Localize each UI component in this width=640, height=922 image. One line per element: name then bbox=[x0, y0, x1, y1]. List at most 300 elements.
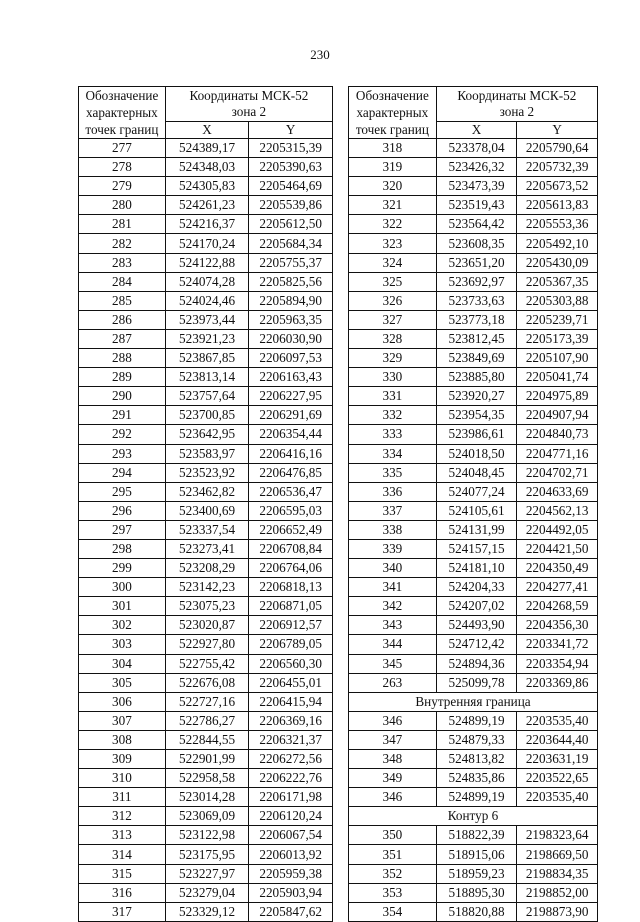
table-row bbox=[349, 597, 598, 616]
table-row bbox=[349, 520, 598, 539]
header-coordinates bbox=[436, 87, 597, 122]
point-number-cell: 339 bbox=[349, 539, 437, 558]
x-coordinate-cell: 523473,39 bbox=[436, 177, 517, 196]
table-row bbox=[79, 654, 333, 673]
y-coordinate-cell: 2205239,71 bbox=[517, 310, 598, 329]
table-row bbox=[349, 559, 598, 578]
point-number-cell: 345 bbox=[349, 654, 437, 673]
x-coordinate-cell: 523700,85 bbox=[165, 406, 249, 425]
point-number-cell: 346 bbox=[349, 788, 437, 807]
x-coordinate-cell: 524389,17 bbox=[165, 139, 249, 158]
point-number-cell: 306 bbox=[79, 692, 166, 711]
point-number-cell: 286 bbox=[79, 310, 166, 329]
table-body-right bbox=[349, 139, 598, 922]
y-coordinate-cell: 2205903,94 bbox=[249, 883, 333, 902]
y-coordinate-cell: 2203631,19 bbox=[517, 750, 598, 769]
point-number-cell: 313 bbox=[79, 826, 166, 845]
point-number-cell: 291 bbox=[79, 406, 166, 425]
table-row bbox=[349, 196, 598, 215]
y-coordinate-cell: 2204350,49 bbox=[517, 559, 598, 578]
table-row bbox=[349, 482, 598, 501]
header-coordinates bbox=[165, 87, 332, 122]
y-coordinate-cell: 2206764,06 bbox=[249, 559, 333, 578]
point-number-cell: 333 bbox=[349, 425, 437, 444]
x-coordinate-cell: 523564,42 bbox=[436, 215, 517, 234]
table-row bbox=[349, 425, 598, 444]
table-row bbox=[79, 883, 333, 902]
x-coordinate-cell: 524835,86 bbox=[436, 769, 517, 788]
table-row bbox=[79, 368, 333, 387]
x-coordinate-cell: 523733,63 bbox=[436, 291, 517, 310]
table-row bbox=[349, 310, 598, 329]
y-coordinate-cell: 2206818,13 bbox=[249, 578, 333, 597]
table-row bbox=[349, 253, 598, 272]
x-coordinate-cell: 524261,23 bbox=[165, 196, 249, 215]
point-number-cell: 317 bbox=[79, 902, 166, 921]
x-coordinate-cell: 523208,29 bbox=[165, 559, 249, 578]
point-number-cell: 278 bbox=[79, 158, 166, 177]
table-row bbox=[349, 635, 598, 654]
point-number-cell: 353 bbox=[349, 883, 437, 902]
x-coordinate-cell: 523400,69 bbox=[165, 501, 249, 520]
point-number-cell: 338 bbox=[349, 520, 437, 539]
y-coordinate-cell: 2204907,94 bbox=[517, 406, 598, 425]
y-coordinate-cell: 2206354,44 bbox=[249, 425, 333, 444]
header-y: Y bbox=[517, 121, 598, 138]
y-coordinate-cell: 2204840,73 bbox=[517, 425, 598, 444]
point-number-cell: 305 bbox=[79, 673, 166, 692]
table-row bbox=[349, 883, 598, 902]
x-coordinate-cell: 523273,41 bbox=[165, 539, 249, 558]
y-coordinate-cell: 2206652,49 bbox=[249, 520, 333, 539]
y-coordinate-cell: 2203644,40 bbox=[517, 730, 598, 749]
x-coordinate-cell: 518959,23 bbox=[436, 864, 517, 883]
header-label-line1: Обозначение bbox=[85, 88, 159, 103]
point-number-cell: 298 bbox=[79, 539, 166, 558]
table-row bbox=[349, 368, 598, 387]
header-coords-line2: зона 2 bbox=[231, 103, 267, 119]
header-coords-line1: Координаты МСК-52 bbox=[189, 87, 309, 103]
table-row bbox=[349, 349, 598, 368]
table-row bbox=[349, 463, 598, 482]
point-number-cell: 288 bbox=[79, 349, 166, 368]
y-coordinate-cell: 2206272,56 bbox=[249, 750, 333, 769]
table-row bbox=[79, 616, 333, 635]
table-row bbox=[79, 234, 333, 253]
x-coordinate-cell: 523642,95 bbox=[165, 425, 249, 444]
y-coordinate-cell: 2205041,74 bbox=[517, 368, 598, 387]
y-coordinate-cell: 2204975,89 bbox=[517, 387, 598, 406]
point-number-cell: 303 bbox=[79, 635, 166, 654]
table-row bbox=[349, 139, 598, 158]
point-number-cell: 293 bbox=[79, 444, 166, 463]
point-number-cell: 295 bbox=[79, 482, 166, 501]
point-number-cell: 326 bbox=[349, 291, 437, 310]
x-coordinate-cell: 524048,45 bbox=[436, 463, 517, 482]
x-coordinate-cell: 523885,80 bbox=[436, 368, 517, 387]
table-row bbox=[349, 215, 598, 234]
x-coordinate-cell: 518915,06 bbox=[436, 845, 517, 864]
point-number-cell: 337 bbox=[349, 501, 437, 520]
y-coordinate-cell: 2205673,52 bbox=[517, 177, 598, 196]
point-number-cell: 341 bbox=[349, 578, 437, 597]
point-number-cell: 330 bbox=[349, 368, 437, 387]
y-coordinate-cell: 2205825,56 bbox=[249, 272, 333, 291]
table-row bbox=[79, 750, 333, 769]
point-number-cell: 315 bbox=[79, 864, 166, 883]
point-number-cell: 342 bbox=[349, 597, 437, 616]
point-number-cell: 309 bbox=[79, 750, 166, 769]
table-row bbox=[79, 139, 333, 158]
x-coordinate-cell: 523523,92 bbox=[165, 463, 249, 482]
x-coordinate-cell: 524077,24 bbox=[436, 482, 517, 501]
header-label-line3: точек границ bbox=[355, 122, 429, 137]
x-coordinate-cell: 523337,54 bbox=[165, 520, 249, 539]
y-coordinate-cell: 2205790,64 bbox=[517, 139, 598, 158]
x-coordinate-cell: 524894,36 bbox=[436, 654, 517, 673]
table-row bbox=[79, 329, 333, 348]
y-coordinate-cell: 2204356,30 bbox=[517, 616, 598, 635]
y-coordinate-cell: 2206708,84 bbox=[249, 539, 333, 558]
x-coordinate-cell: 524899,19 bbox=[436, 788, 517, 807]
x-coordinate-cell: 523773,18 bbox=[436, 310, 517, 329]
point-number-cell: 289 bbox=[79, 368, 166, 387]
y-coordinate-cell: 2206013,92 bbox=[249, 845, 333, 864]
y-coordinate-cell: 2198873,90 bbox=[517, 902, 598, 921]
header-x: X bbox=[165, 121, 249, 138]
y-coordinate-cell: 2198834,35 bbox=[517, 864, 598, 883]
table-row bbox=[79, 387, 333, 406]
y-coordinate-cell: 2205315,39 bbox=[249, 139, 333, 158]
y-coordinate-cell: 2205492,10 bbox=[517, 234, 598, 253]
x-coordinate-cell: 524122,88 bbox=[165, 253, 249, 272]
point-number-cell: 325 bbox=[349, 272, 437, 291]
table-row bbox=[79, 807, 333, 826]
point-number-cell: 320 bbox=[349, 177, 437, 196]
x-coordinate-cell: 523378,04 bbox=[436, 139, 517, 158]
point-number-cell: 334 bbox=[349, 444, 437, 463]
x-coordinate-cell: 524348,03 bbox=[165, 158, 249, 177]
x-coordinate-cell: 523973,44 bbox=[165, 310, 249, 329]
table-row bbox=[79, 196, 333, 215]
point-number-cell: 301 bbox=[79, 597, 166, 616]
point-number-cell: 343 bbox=[349, 616, 437, 635]
table-row bbox=[79, 711, 333, 730]
y-coordinate-cell: 2206369,16 bbox=[249, 711, 333, 730]
point-number-cell: 328 bbox=[349, 329, 437, 348]
x-coordinate-cell: 523692,97 bbox=[436, 272, 517, 291]
point-number-cell: 299 bbox=[79, 559, 166, 578]
point-number-cell: 294 bbox=[79, 463, 166, 482]
point-number-cell: 312 bbox=[79, 807, 166, 826]
y-coordinate-cell: 2206171,98 bbox=[249, 788, 333, 807]
y-coordinate-cell: 2198323,64 bbox=[517, 826, 598, 845]
table-row bbox=[349, 234, 598, 253]
x-coordinate-cell: 523920,27 bbox=[436, 387, 517, 406]
point-number-cell: 296 bbox=[79, 501, 166, 520]
point-number-cell: 308 bbox=[79, 730, 166, 749]
x-coordinate-cell: 522786,27 bbox=[165, 711, 249, 730]
table-row bbox=[79, 310, 333, 329]
x-coordinate-cell: 523608,35 bbox=[436, 234, 517, 253]
point-number-cell: 281 bbox=[79, 215, 166, 234]
x-coordinate-cell: 524813,82 bbox=[436, 750, 517, 769]
x-coordinate-cell: 524712,42 bbox=[436, 635, 517, 654]
point-number-cell: 302 bbox=[79, 616, 166, 635]
point-number-cell: 282 bbox=[79, 234, 166, 253]
point-number-cell: 323 bbox=[349, 234, 437, 253]
point-number-cell: 321 bbox=[349, 196, 437, 215]
point-number-cell: 285 bbox=[79, 291, 166, 310]
x-coordinate-cell: 524216,37 bbox=[165, 215, 249, 234]
y-coordinate-cell: 2204492,05 bbox=[517, 520, 598, 539]
x-coordinate-cell: 524305,83 bbox=[165, 177, 249, 196]
table-row bbox=[79, 559, 333, 578]
point-number-cell: 316 bbox=[79, 883, 166, 902]
section-row bbox=[349, 807, 598, 826]
x-coordinate-cell: 522927,80 bbox=[165, 635, 249, 654]
table-row bbox=[79, 482, 333, 501]
point-number-cell: 300 bbox=[79, 578, 166, 597]
point-number-cell: 283 bbox=[79, 253, 166, 272]
y-coordinate-cell: 2204421,50 bbox=[517, 539, 598, 558]
header-label-line3: точек границ bbox=[85, 122, 159, 137]
x-coordinate-cell: 524157,15 bbox=[436, 539, 517, 558]
table-row bbox=[349, 864, 598, 883]
x-coordinate-cell: 523651,20 bbox=[436, 253, 517, 272]
table-row bbox=[79, 425, 333, 444]
y-coordinate-cell: 2205612,50 bbox=[249, 215, 333, 234]
x-coordinate-cell: 524204,33 bbox=[436, 578, 517, 597]
y-coordinate-cell: 2206595,03 bbox=[249, 501, 333, 520]
y-coordinate-cell: 2204562,13 bbox=[517, 501, 598, 520]
point-number-cell: 307 bbox=[79, 711, 166, 730]
x-coordinate-cell: 523462,82 bbox=[165, 482, 249, 501]
x-coordinate-cell: 524207,02 bbox=[436, 597, 517, 616]
table-row bbox=[79, 864, 333, 883]
table-row bbox=[349, 902, 598, 921]
table-row bbox=[79, 177, 333, 196]
table-row bbox=[349, 387, 598, 406]
table-row bbox=[349, 750, 598, 769]
table-row bbox=[349, 158, 598, 177]
point-number-cell: 346 bbox=[349, 711, 437, 730]
table-row bbox=[349, 329, 598, 348]
table-row bbox=[349, 272, 598, 291]
table-row bbox=[79, 730, 333, 749]
y-coordinate-cell: 2203522,65 bbox=[517, 769, 598, 788]
y-coordinate-cell: 2205107,90 bbox=[517, 349, 598, 368]
point-number-cell: 319 bbox=[349, 158, 437, 177]
x-coordinate-cell: 524131,99 bbox=[436, 520, 517, 539]
y-coordinate-cell: 2206871,05 bbox=[249, 597, 333, 616]
point-number-cell: 347 bbox=[349, 730, 437, 749]
point-number-cell: 352 bbox=[349, 864, 437, 883]
page-number: 230 bbox=[310, 47, 330, 62]
coordinates-table-left bbox=[78, 86, 333, 922]
x-coordinate-cell: 524879,33 bbox=[436, 730, 517, 749]
x-coordinate-cell: 518822,39 bbox=[436, 826, 517, 845]
table-row bbox=[79, 635, 333, 654]
x-coordinate-cell: 523122,98 bbox=[165, 826, 249, 845]
table-row bbox=[349, 616, 598, 635]
x-coordinate-cell: 522844,55 bbox=[165, 730, 249, 749]
x-coordinate-cell: 523849,69 bbox=[436, 349, 517, 368]
y-coordinate-cell: 2198852,00 bbox=[517, 883, 598, 902]
point-number-cell: 318 bbox=[349, 139, 437, 158]
header-coords-line2: зона 2 bbox=[499, 103, 535, 119]
y-coordinate-cell: 2205755,37 bbox=[249, 253, 333, 272]
x-coordinate-cell: 523014,28 bbox=[165, 788, 249, 807]
point-number-cell: 284 bbox=[79, 272, 166, 291]
point-number-cell: 322 bbox=[349, 215, 437, 234]
point-number-cell: 336 bbox=[349, 482, 437, 501]
point-number-cell: 344 bbox=[349, 635, 437, 654]
x-coordinate-cell: 523954,35 bbox=[436, 406, 517, 425]
x-coordinate-cell: 523812,45 bbox=[436, 329, 517, 348]
y-coordinate-cell: 2205732,39 bbox=[517, 158, 598, 177]
x-coordinate-cell: 524018,50 bbox=[436, 444, 517, 463]
x-coordinate-cell: 523867,85 bbox=[165, 349, 249, 368]
y-coordinate-cell: 2205464,69 bbox=[249, 177, 333, 196]
point-number-cell: 332 bbox=[349, 406, 437, 425]
y-coordinate-cell: 2206560,30 bbox=[249, 654, 333, 673]
x-coordinate-cell: 523583,97 bbox=[165, 444, 249, 463]
table-row bbox=[79, 845, 333, 864]
y-coordinate-cell: 2206536,47 bbox=[249, 482, 333, 501]
y-coordinate-cell: 2198669,50 bbox=[517, 845, 598, 864]
table-row bbox=[79, 692, 333, 711]
x-coordinate-cell: 523279,04 bbox=[165, 883, 249, 902]
y-coordinate-cell: 2205684,34 bbox=[249, 234, 333, 253]
y-coordinate-cell: 2203535,40 bbox=[517, 788, 598, 807]
y-coordinate-cell: 2205959,38 bbox=[249, 864, 333, 883]
table-row bbox=[349, 845, 598, 864]
y-coordinate-cell: 2205430,09 bbox=[517, 253, 598, 272]
table-row bbox=[349, 539, 598, 558]
table-row bbox=[79, 158, 333, 177]
y-coordinate-cell: 2204277,41 bbox=[517, 578, 598, 597]
x-coordinate-cell: 524170,24 bbox=[165, 234, 249, 253]
table-row bbox=[349, 578, 598, 597]
header-y: Y bbox=[249, 121, 333, 138]
point-number-cell: 335 bbox=[349, 463, 437, 482]
y-coordinate-cell: 2204771,16 bbox=[517, 444, 598, 463]
y-coordinate-cell: 2205390,63 bbox=[249, 158, 333, 177]
x-coordinate-cell: 523519,43 bbox=[436, 196, 517, 215]
y-coordinate-cell: 2204268,59 bbox=[517, 597, 598, 616]
table-row bbox=[79, 501, 333, 520]
table-row bbox=[79, 673, 333, 692]
y-coordinate-cell: 2206222,76 bbox=[249, 769, 333, 788]
y-coordinate-cell: 2203341,72 bbox=[517, 635, 598, 654]
y-coordinate-cell: 2206321,37 bbox=[249, 730, 333, 749]
point-number-cell: 327 bbox=[349, 310, 437, 329]
point-number-cell: 310 bbox=[79, 769, 166, 788]
x-coordinate-cell: 524493,90 bbox=[436, 616, 517, 635]
x-coordinate-cell: 522901,99 bbox=[165, 750, 249, 769]
table-row bbox=[79, 215, 333, 234]
point-number-cell: 350 bbox=[349, 826, 437, 845]
y-coordinate-cell: 2203354,94 bbox=[517, 654, 598, 673]
table-row bbox=[79, 406, 333, 425]
x-coordinate-cell: 523069,09 bbox=[165, 807, 249, 826]
header-label-line1: Обозначение bbox=[355, 88, 429, 103]
y-coordinate-cell: 2205173,39 bbox=[517, 329, 598, 348]
header-label-line2: характерных bbox=[356, 105, 429, 120]
y-coordinate-cell: 2205847,62 bbox=[249, 902, 333, 921]
y-coordinate-cell: 2206030,90 bbox=[249, 329, 333, 348]
header-coords-line1: Координаты МСК-52 bbox=[457, 87, 577, 103]
table-row bbox=[79, 291, 333, 310]
x-coordinate-cell: 523175,95 bbox=[165, 845, 249, 864]
point-number-cell: 351 bbox=[349, 845, 437, 864]
x-coordinate-cell: 522755,42 bbox=[165, 654, 249, 673]
point-number-cell: 348 bbox=[349, 750, 437, 769]
table-row bbox=[79, 788, 333, 807]
y-coordinate-cell: 2206097,53 bbox=[249, 349, 333, 368]
header-point-label bbox=[79, 87, 166, 139]
table-row bbox=[79, 444, 333, 463]
y-coordinate-cell: 2204702,71 bbox=[517, 463, 598, 482]
y-coordinate-cell: 2206291,69 bbox=[249, 406, 333, 425]
y-coordinate-cell: 2203369,86 bbox=[517, 673, 598, 692]
y-coordinate-cell: 2206415,94 bbox=[249, 692, 333, 711]
header-label-line2: характерных bbox=[86, 105, 158, 120]
x-coordinate-cell: 522727,16 bbox=[165, 692, 249, 711]
point-number-cell: 277 bbox=[79, 139, 166, 158]
point-number-cell: 331 bbox=[349, 387, 437, 406]
table-row bbox=[349, 177, 598, 196]
x-coordinate-cell: 523986,61 bbox=[436, 425, 517, 444]
table-row bbox=[79, 826, 333, 845]
y-coordinate-cell: 2206476,85 bbox=[249, 463, 333, 482]
x-coordinate-cell: 522676,08 bbox=[165, 673, 249, 692]
section-heading: Внутренняя граница bbox=[349, 692, 598, 711]
y-coordinate-cell: 2206120,24 bbox=[249, 807, 333, 826]
x-coordinate-cell: 522958,58 bbox=[165, 769, 249, 788]
point-number-cell: 340 bbox=[349, 559, 437, 578]
table-row bbox=[79, 272, 333, 291]
y-coordinate-cell: 2206789,05 bbox=[249, 635, 333, 654]
y-coordinate-cell: 2205367,35 bbox=[517, 272, 598, 291]
table-row bbox=[349, 769, 598, 788]
point-number-cell: 349 bbox=[349, 769, 437, 788]
table-body-left bbox=[79, 139, 333, 922]
point-number-cell: 304 bbox=[79, 654, 166, 673]
point-number-cell: 329 bbox=[349, 349, 437, 368]
table-row bbox=[79, 597, 333, 616]
x-coordinate-cell: 523075,23 bbox=[165, 597, 249, 616]
x-coordinate-cell: 523020,87 bbox=[165, 616, 249, 635]
point-number-cell: 280 bbox=[79, 196, 166, 215]
section-row bbox=[349, 692, 598, 711]
table-row bbox=[349, 501, 598, 520]
point-number-cell: 292 bbox=[79, 425, 166, 444]
header-x: X bbox=[436, 121, 517, 138]
x-coordinate-cell: 518820,88 bbox=[436, 902, 517, 921]
x-coordinate-cell: 524105,61 bbox=[436, 501, 517, 520]
y-coordinate-cell: 2205553,36 bbox=[517, 215, 598, 234]
table-row bbox=[349, 444, 598, 463]
x-coordinate-cell: 524181,10 bbox=[436, 559, 517, 578]
table-row bbox=[79, 520, 333, 539]
y-coordinate-cell: 2206912,57 bbox=[249, 616, 333, 635]
x-coordinate-cell: 524024,46 bbox=[165, 291, 249, 310]
point-number-cell: 279 bbox=[79, 177, 166, 196]
table-row bbox=[79, 902, 333, 921]
x-coordinate-cell: 523329,12 bbox=[165, 902, 249, 921]
